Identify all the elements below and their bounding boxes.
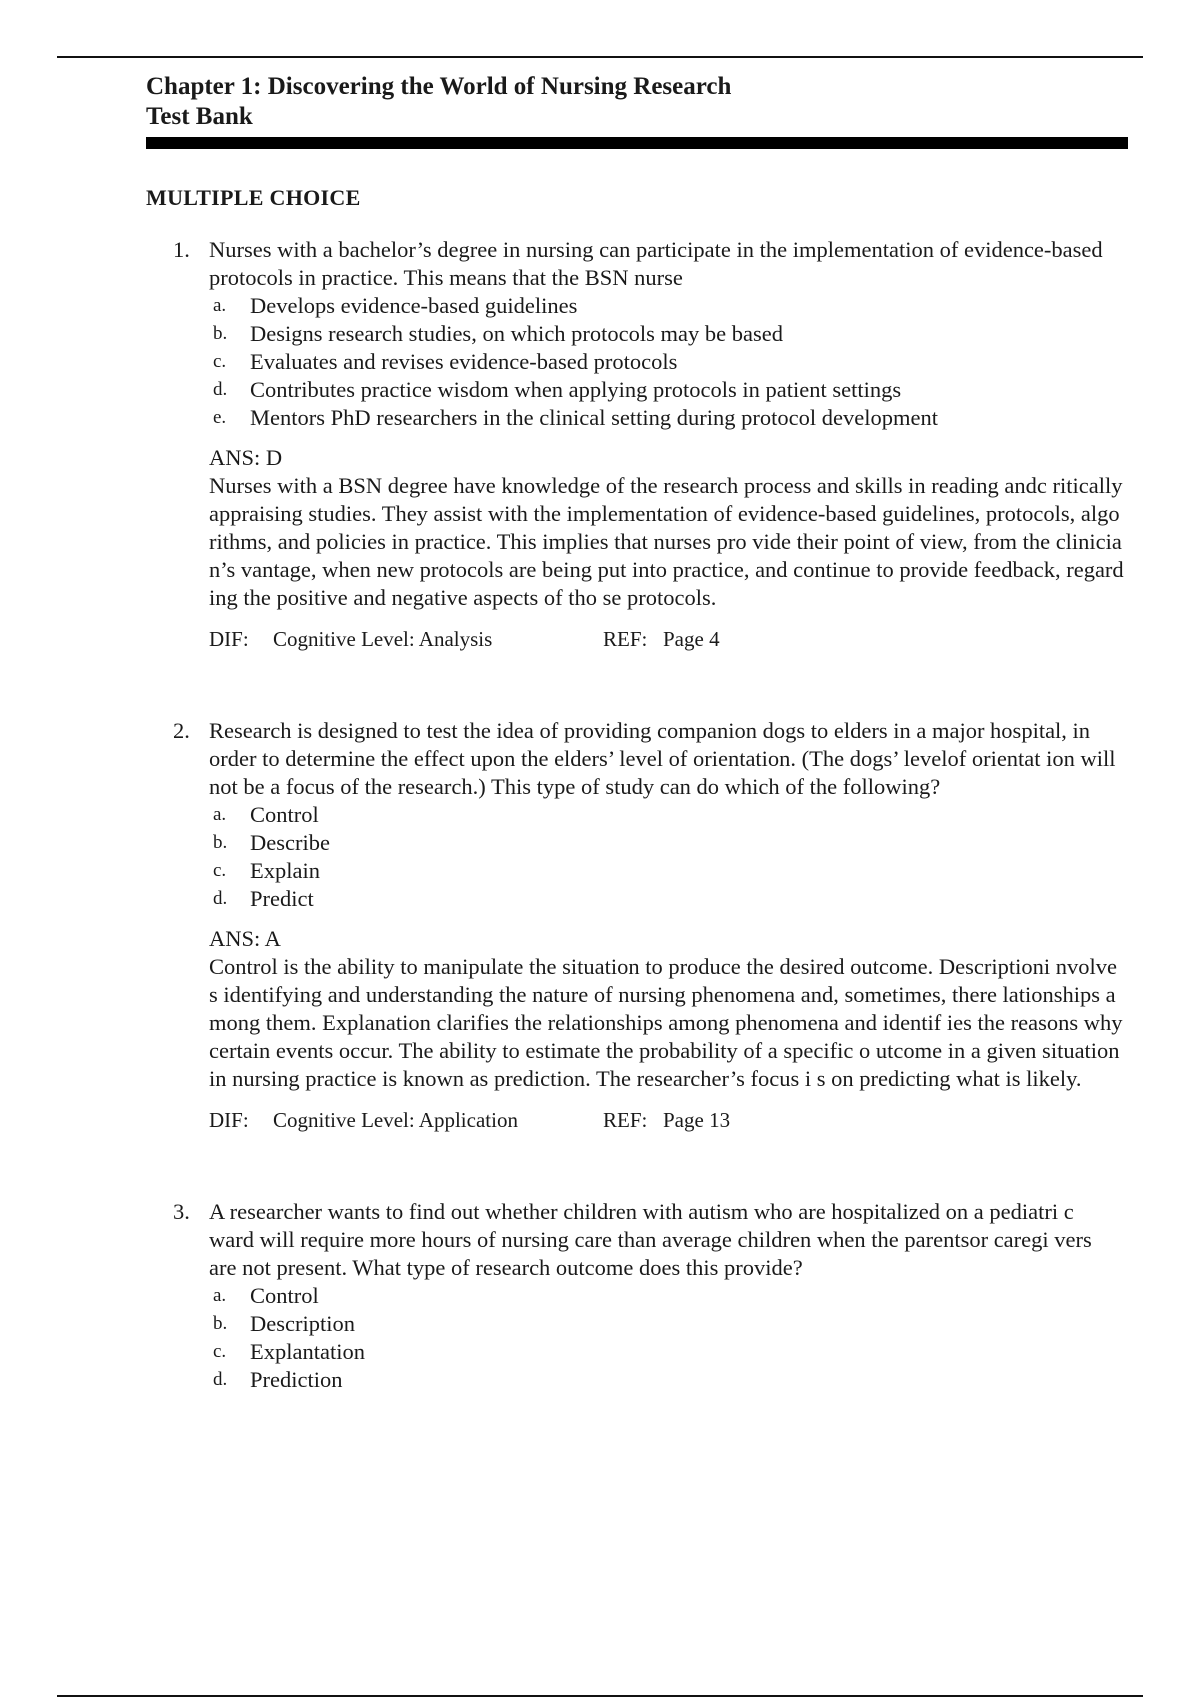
answer-block [209,925,1123,1093]
question-3 [173,1198,1123,1394]
option-d: d. Predict [213,886,314,911]
dif-label: DIF: [209,627,249,651]
option-d: d. Prediction [213,1367,343,1392]
option-e: e. Mentors PhD researchers in the clinical setting during protocol development [213,405,938,430]
ref-value: Page 4 [663,627,720,651]
option-list [213,292,1123,432]
option-d: d. Contributes practice wisdom when applying protocols in patient settings [213,377,902,402]
rationale-text: Nurses with a BSN degree have knowledge of the research process and skills in reading andc ritically appraising studies. They assist with the implementation of evidence-based guidelines, protocols, algorithms, and policies in practice. This implies that nurses pro vide their point of view, from the clinician’s vantage, when new protocols are being put into practice, and continue to provide feedback, regarding the positive and negative aspects of tho se protocols. [209,473,1124,610]
question-stem: Nurses with a bachelor’s degree in nursing can participate in the implementation of evidence-based protocols in practice. This means that the BSN nurse [209,237,1103,290]
question-number: 3. [173,1199,190,1224]
meta-row [209,626,1123,652]
document-header [146,72,1128,149]
bottom-rule [57,1695,1143,1697]
option-c: c. Explain [213,858,320,883]
answer-key: ANS: A [209,926,281,951]
ref-label: REF: [603,627,648,651]
question-stem: A researcher wants to find out whether children with autism who are hospitalized on a pediatri c ward will require more hours of nursing care than average children when the parentsor caregi vers are not present. What type of research outcome does this provide? [209,1199,1092,1280]
meta-row [209,1107,1123,1133]
option-c: c. Explantation [213,1339,365,1364]
option-a: a. Develops evidence-based guidelines [213,293,578,318]
question-number: 1. [173,237,190,262]
ref-label: REF: [603,1108,648,1132]
question-2 [173,717,1123,1133]
answer-block [209,444,1123,612]
dif-label: DIF: [209,1108,249,1132]
ref-value: Page 13 [663,1108,731,1132]
option-b: b. Designs research studies, on which protocols may be based [213,321,783,346]
option-list [213,1282,1123,1394]
chapter-subtitle: Test Bank [146,103,253,130]
option-a: a. Control [213,1283,319,1308]
option-list [213,801,1123,913]
question-1 [173,236,1123,652]
header-rule [146,137,1128,149]
option-b: b. Description [213,1311,355,1336]
option-a: a. Control [213,802,319,827]
question-stem: Research is designed to test the idea of providing companion dogs to elders in a major hospital, in order to determine the effect upon the elders’ level of orientation. (The dogs’ levelof orientat ion will not be a focus of the research.) This type of study can do which of the following? [209,718,1116,799]
dif-value: Cognitive Level: Analysis [273,627,493,651]
option-b: b. Describe [213,830,330,855]
rationale-text: Control is the ability to manipulate the situation to produce the desired outcome. Descriptioni nvolves identifying and understanding the nature of nursing phenomena and, sometimes, there lationships among them. Explanation clarifies the relationships among phenomena and identif ies the reasons why certain events occur. The ability to estimate the probability of a specific o utcome in a given situation in nursing practice is known as prediction. The researcher’s focus i s on predicting what is likely. [209,954,1123,1091]
option-c: c. Evaluates and revises evidence-based protocols [213,349,678,374]
question-number: 2. [173,718,190,743]
top-rule [57,56,1143,58]
section-heading: MULTIPLE CHOICE [146,185,361,210]
dif-value: Cognitive Level: Application [273,1108,518,1132]
chapter-title: Chapter 1: Discovering the World of Nursing Research [146,73,732,100]
answer-key: ANS: D [209,445,283,470]
